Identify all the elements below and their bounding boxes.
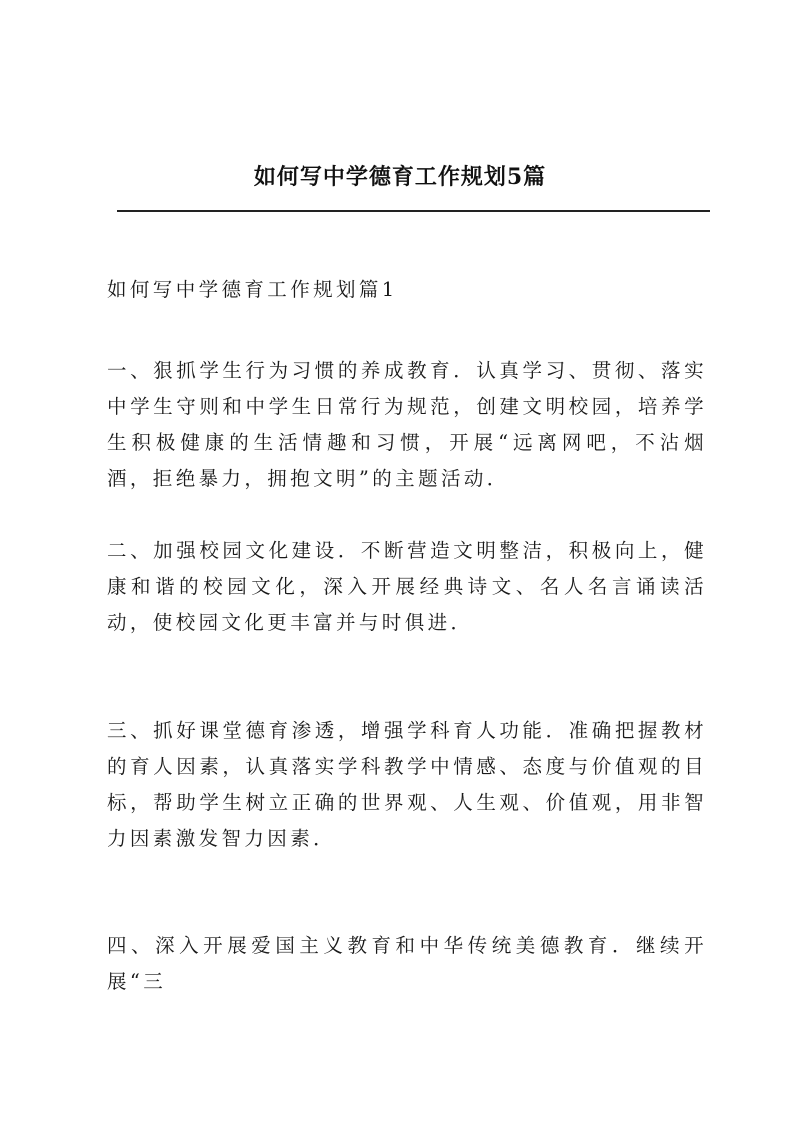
- paragraph-2: 二、加强校园文化建设．不断营造文明整洁，积极向上，健康和谐的校园文化，深入开展经典诗文、名人名言诵读活动，使校园文化更丰富并与时俱进．: [107, 539, 707, 634]
- title-underline: [117, 210, 710, 212]
- document-title: 如何写中学德育工作规划5篇: [253, 164, 547, 190]
- paragraph-1: 一、狠抓学生行为习惯的养成教育．认真学习、贯彻、落实中学生守则和中学生日常行为规范，创建文明校园，培养学生积极健康的生活情趣和习惯，开展“远离网吧，不沾烟酒，拒绝暴力，拥抱文明”的主题活动．: [107, 359, 707, 490]
- paragraph-4: 四、深入开展爱国主义教育和中华传统美德教育．继续开展“三: [107, 934, 707, 993]
- paragraph-3: 三、抓好课堂德育渗透，增强学科育人功能．准确把握教材的育人因素，认真落实学科教学中情感、态度与价值观的目标，帮助学生树立正确的世界观、人生观、价值观，用非智力因素激发智力因素．: [107, 719, 707, 850]
- section-heading: 如何写中学德育工作规划篇1: [107, 278, 398, 301]
